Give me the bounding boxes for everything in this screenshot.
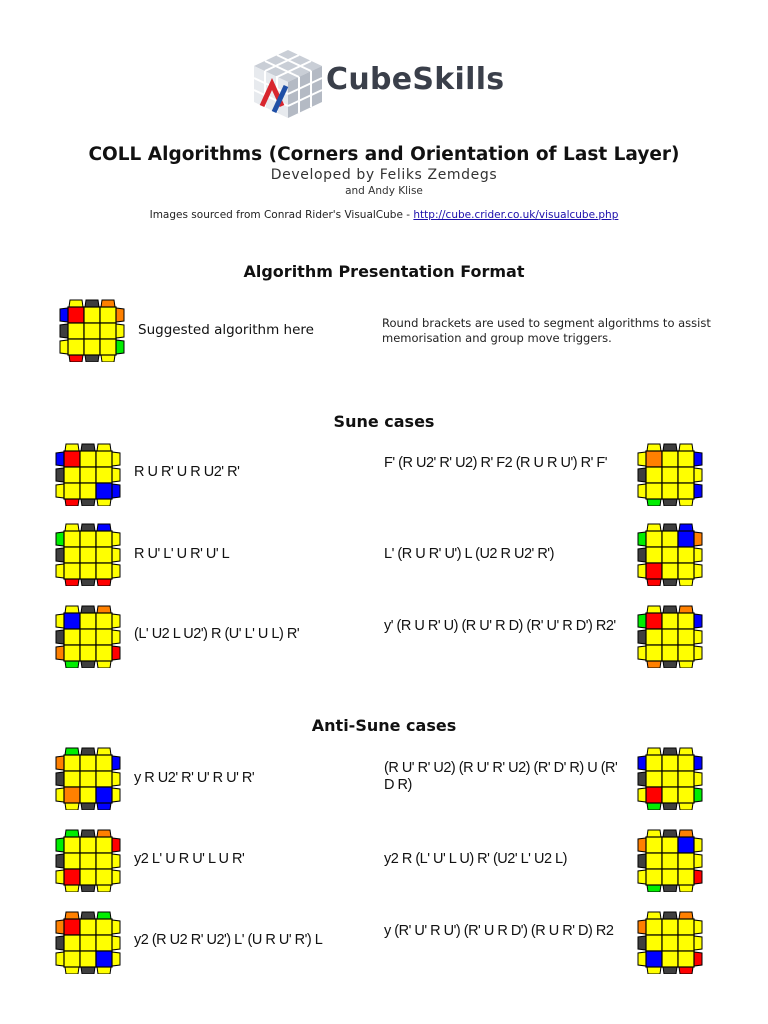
cube-antisune-right-1 [634,746,706,810]
sune-alg-right-3: y' (R U R' U) (R U' R D) (R' U' R D') R2' [384,618,616,634]
cube-antisune-right-3 [634,910,706,974]
cube-antisune-left-3 [52,910,124,974]
visualcube-link[interactable]: http://cube.crider.co.uk/visualcube.php [413,209,619,221]
antisune-alg-right-1: (R U' R' U2) (R U' R' U2) (R' D' R) U (R' D R) [384,760,618,793]
suggested-algorithm-label: Suggested algorithm here [138,322,314,338]
sune-alg-right-2: L' (R U R' U') L (U2 R U2' R') [384,546,554,562]
antisune-alg-right-3: y (R' U' R U') (R' U R D') (R U R' D) R2 [384,923,614,939]
cube-logo-icon [254,50,322,118]
antisune-heading: Anti-Sune cases [311,716,457,735]
source-text: Images sourced from Conrad Rider's VisualCube - [149,209,414,221]
sune-heading: Sune cases [333,412,435,431]
cube-sune-right-1 [634,442,706,506]
format-note: Round brackets are used to segment algorithms to assist memorisation and group move triggers. [382,316,711,345]
page-subtitle: Developed by Feliks Zemdegs [270,167,498,183]
sune-alg-right-1: F' (R U2' R' U2) R' F2 (R U R U') R' F' [384,455,608,471]
sune-alg-left-3: (L' U2 L U2') R (U' L' U L) R' [134,626,300,642]
antisune-alg-left-1: y R U2' R' U' R U' R' [134,770,255,786]
cube-antisune-right-2 [634,828,706,892]
sune-alg-left-1: R U R' U R U2' R' [134,464,240,480]
page-subtitle-secondary: and Andy Klise [345,185,423,197]
logo-text: CubeSkills [326,62,505,97]
cube-format-demo [56,298,128,362]
cube-sune-left-1 [52,442,124,506]
page-title: COLL Algorithms (Corners and Orientation of Last Layer) [88,144,680,165]
image-source-line [0,209,768,221]
cube-sune-left-2 [52,522,124,586]
antisune-alg-right-2: y2 R (L' U' L U) R' (U2' L' U2 L) [384,851,567,867]
cube-antisune-left-1 [52,746,124,810]
sune-alg-left-2: R U' L' U R' U' L [134,546,230,562]
cube-sune-right-2 [634,522,706,586]
cube-sune-left-3 [52,604,124,668]
antisune-alg-left-2: y2 L' U R U' L U R' [134,851,245,867]
format-heading: Algorithm Presentation Format [243,262,525,281]
cube-antisune-left-2 [52,828,124,892]
antisune-alg-left-3: y2 (R U2 R' U2') L' (U R U' R') L [134,932,323,948]
cube-sune-right-3 [634,604,706,668]
